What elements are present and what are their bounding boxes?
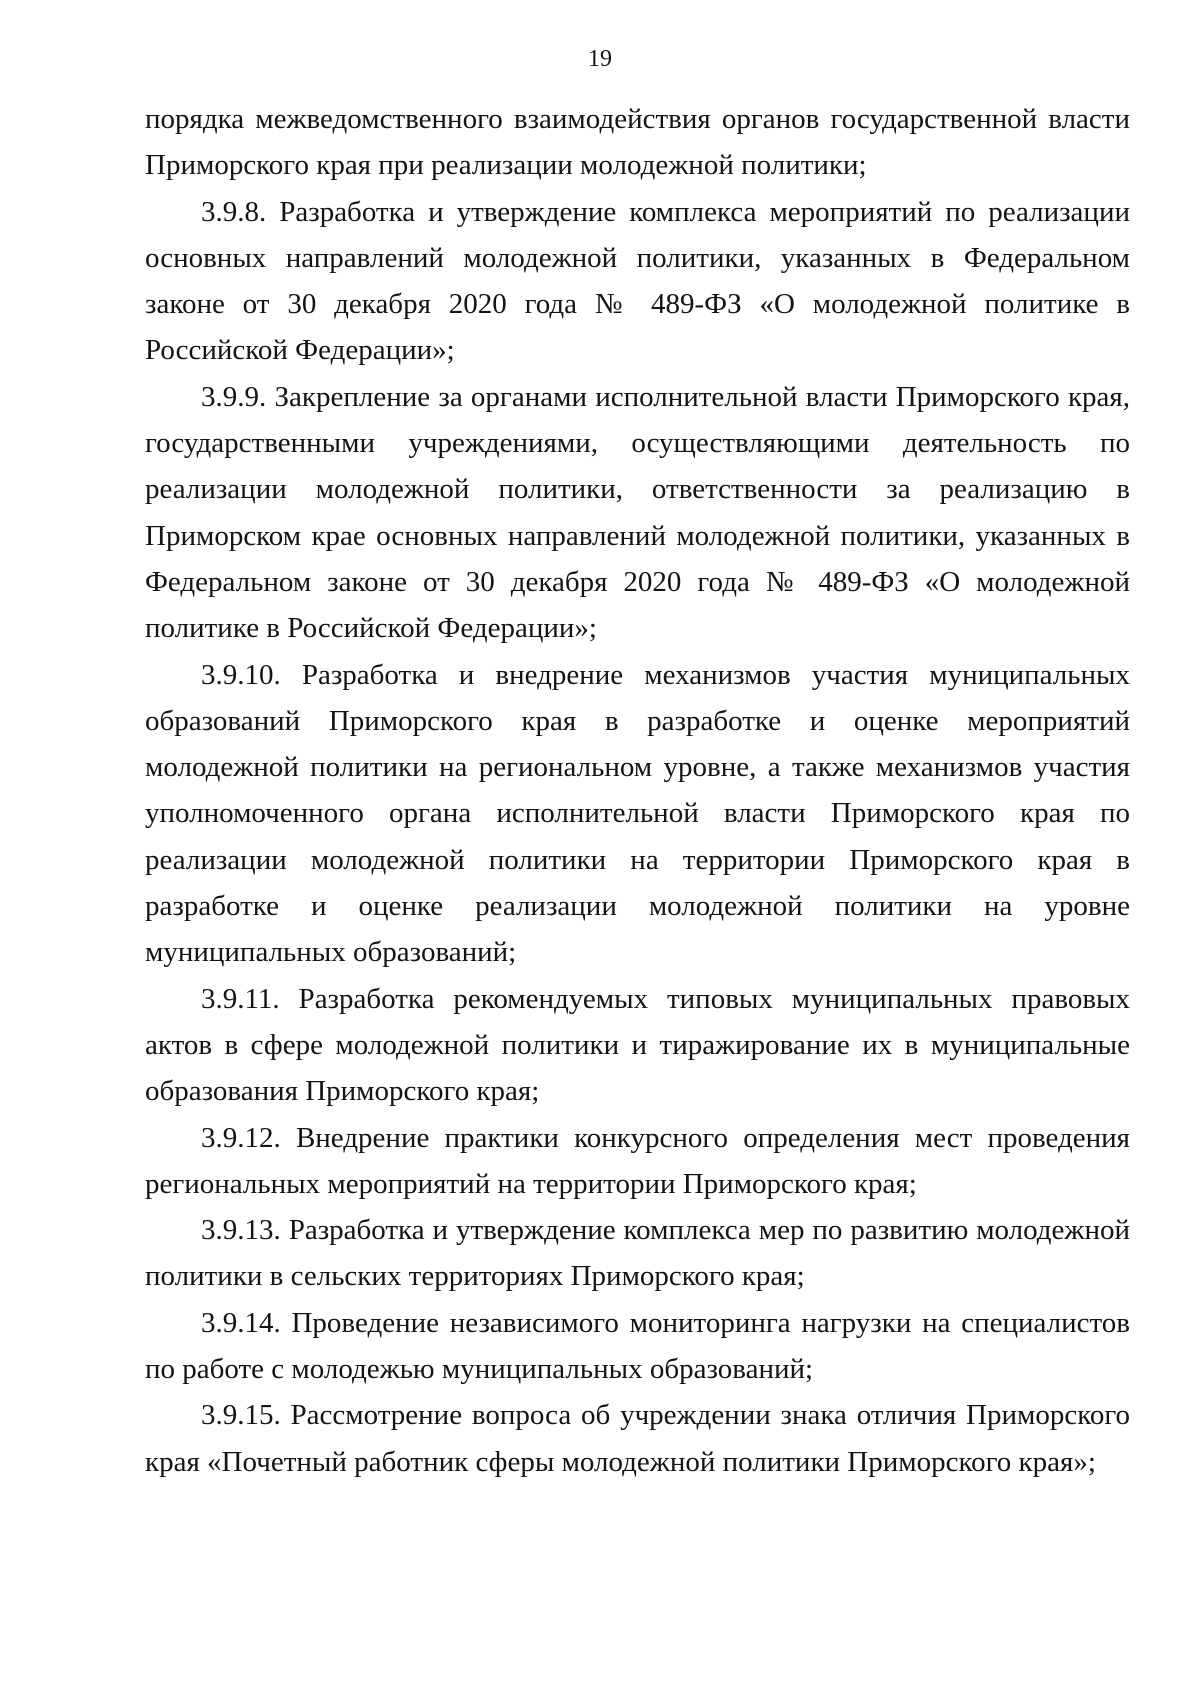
paragraph-continuation: порядка межведомственного взаимодействия органов государственной власти Приморского края при реализации молодежной политики;: [145, 103, 1130, 182]
paragraph-3-9-13: 3.9.13. Разработка и утверждение комплекса мер по развитию молодежной политики в сельских территориях Приморского края;: [145, 1214, 1130, 1293]
document-body: [145, 96, 1130, 1485]
paragraph-3-9-8: 3.9.8. Разработка и утверждение комплекса мероприятий по реализации основных направлений молодежной политики, указанных в Федеральном законе от 30 декабря 2020 года № 489-ФЗ «О молодежной политике в Российской Федерации»;: [145, 195, 1130, 367]
paragraph-3-9-9: 3.9.9. Закрепление за органами исполнительной власти Приморского края, государственными учреждениями, осуществляющими деятельность по реализации молодежной политики, ответственности за реализацию в Приморском крае основных направлений молодежной политики, указанных в Федеральном законе от 30 декабря 2020 года № 489-ФЗ «О молодежной политике в Российской Федерации»;: [145, 380, 1130, 645]
page-number: 19: [588, 46, 612, 72]
paragraph-3-9-15: 3.9.15. Рассмотрение вопроса об учреждении знака отличия Приморского края «Почетный работник сферы молодежной политики Приморского края»;: [145, 1399, 1130, 1478]
paragraph-3-9-10: 3.9.10. Разработка и внедрение механизмов участия муниципальных образований Приморского края в разработке и оценке мероприятий молодежной политики на региональном уровне, а также механизмов участия уполномоченного органа исполнительной власти Приморского края по реализации молодежной политики на территории Приморского края в разработке и оценке реализации молодежной политики на уровне муниципальных образований;: [145, 658, 1130, 969]
paragraph-3-9-11: 3.9.11. Разработка рекомендуемых типовых муниципальных правовых актов в сфере молодежной политики и тиражирование их в муниципальные образования Приморского края;: [145, 982, 1130, 1108]
paragraph-3-9-12: 3.9.12. Внедрение практики конкурсного определения мест проведения региональных мероприятий на территории Приморского края;: [145, 1121, 1130, 1200]
paragraph-3-9-14: 3.9.14. Проведение независимого мониторинга нагрузки на специалистов по работе с молодежью муниципальных образований;: [145, 1306, 1130, 1386]
